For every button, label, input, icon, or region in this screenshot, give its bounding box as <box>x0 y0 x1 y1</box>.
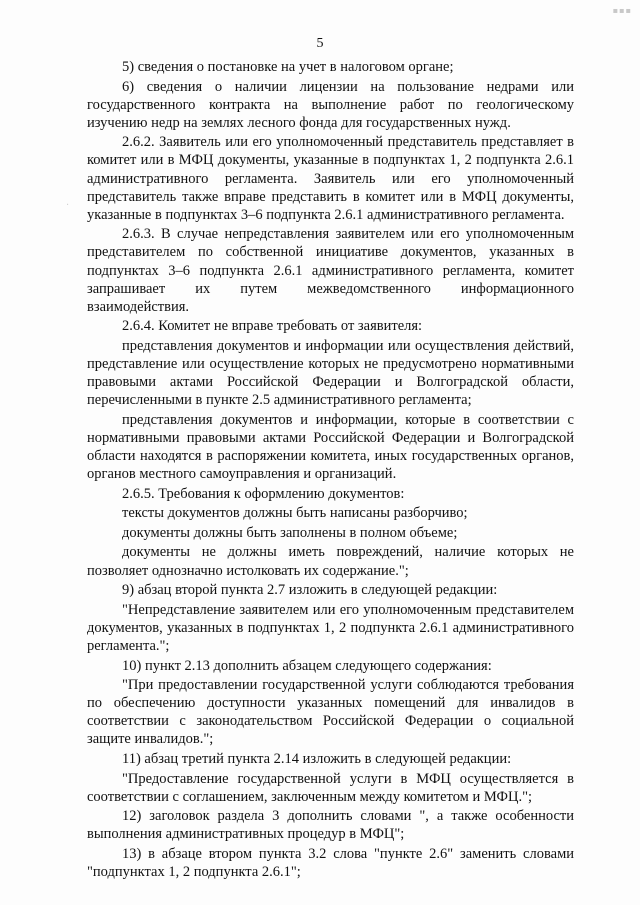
paragraph: документы должны быть заполнены в полном объеме; <box>122 524 458 541</box>
paragraph: 13) в абзаце втором пункта 3.2 слова "пункте 2.6" заменить словами "подпунктах 1, 2 подпункта 2.6.1"; <box>87 845 574 881</box>
paragraph: "При предоставлении государственной услуги соблюдаются требования по обеспечению доступности указанных помещений для инвалидов в соответствии с законодательством Российской Федерации о социальной защите инвалидов."; <box>87 677 574 748</box>
paragraph: 2.6.5. Требования к оформлению документов: <box>122 485 405 502</box>
paragraph: 11) абзац третий пункта 2.14 изложить в следующей редакции: <box>122 750 512 767</box>
paragraph: 5) сведения о постановке на учет в налоговом органе; <box>122 59 454 75</box>
paragraph: "Непредставление заявителем или его уполномоченным представителем документов, указанных в подпунктах 1, 2 подпункта 2.6.1 административного регламента."; <box>87 601 574 654</box>
paragraph: "Предоставление государственной услуги в МФЦ осуществляется в соответствии с соглашением, заключенным между комитетом и МФЦ."; <box>87 770 574 805</box>
paragraph: 6) сведения о наличии лицензии на пользование недрами или государственного контракта на выполнение работ по геологическому изучению недр на землях лесного фонда для государственных нужд. <box>87 78 574 131</box>
paragraph: 12) заголовок раздела 3 дополнить словами ", а также особенности выполнения административных процедур в МФЦ"; <box>87 808 574 843</box>
scan-margin-mark: · <box>66 200 70 211</box>
document-body <box>87 58 574 883</box>
paragraph: представления документов и информации, которые в соответствии с нормативными правовыми актами Российской Федерации и Волгоградской области находятся в распоряжении комитета, иных государственных органов, органов местного самоуправления и организаций. <box>87 411 574 483</box>
paragraph: 2.6.3. В случае непредставления заявителем или его уполномоченным представителем по собственной инициативе документов, указанных в подпунктах 3–6 подпункта 2.6.1 административного регламента, комитет запрашивает их путем межведомственного информационного взаимодействия. <box>87 226 574 315</box>
paragraph: 10) пункт 2.13 дополнить абзацем следующего содержания: <box>122 657 492 674</box>
paragraph: тексты документов должны быть написаны разборчиво; <box>122 505 468 522</box>
page-number: 5 <box>316 36 324 51</box>
paragraph: представления документов и информации или осуществления действий, представление или осуществление которых не предусмотрено нормативными правовыми актами Российской Федерации и Волгоградской области, перечисленными в пункте 2.5 административного регламента; <box>87 337 574 409</box>
paragraph: 9) абзац второй пункта 2.7 изложить в следующей редакции: <box>122 582 498 599</box>
paragraph: 2.6.2. Заявитель или его уполномоченный представитель представляет в комитет или в МФЦ документы, указанные в подпунктах 1, 2 подпункта 2.6.1 административного регламента. Заявитель или его уполномоченный представитель также вправе представить в комитет или в МФЦ документы, указанные в подпунктах 3–6 подпункта 2.6.1 административного регламента. <box>87 134 574 223</box>
paragraph: 2.6.4. Комитет не вправе требовать от заявителя: <box>122 318 423 335</box>
scan-corner-mark: ▪▪▪ <box>612 6 632 15</box>
paragraph: документы не должны иметь повреждений, наличие которых не позволяет однозначно истолковать их содержание."; <box>87 544 574 579</box>
